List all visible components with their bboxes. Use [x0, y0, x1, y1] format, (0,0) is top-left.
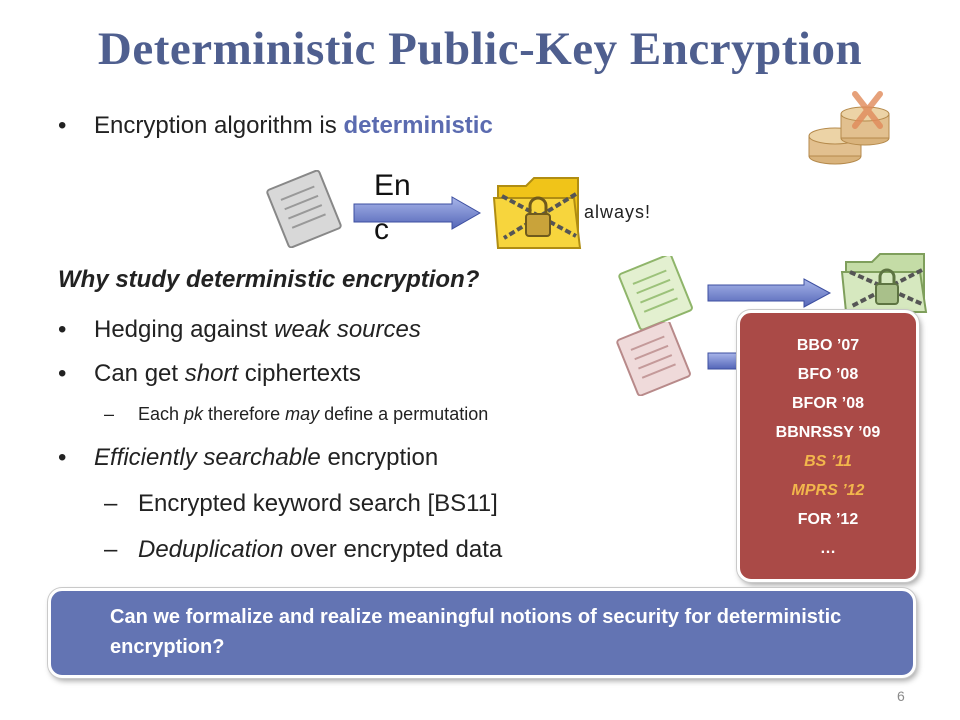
references-box: [737, 310, 919, 582]
reference-item: BS ’11: [804, 453, 852, 470]
reference-item: BBO ’07: [796, 337, 860, 354]
document-icon: [262, 170, 346, 248]
sub-deduplication: – Deduplication over encrypted data: [104, 536, 503, 563]
document-icon: [612, 322, 696, 396]
reference-item: BBNRSSY ’09: [775, 424, 881, 441]
bullet-searchable: • Efficiently searchable encryption: [58, 444, 439, 471]
sub-permutation: – Each pk therefore may define a permutation: [104, 404, 489, 424]
reference-item: …: [820, 540, 836, 557]
emph-text: short: [184, 360, 239, 387]
references-list: [740, 313, 916, 563]
reference-item: FOR ’12: [797, 511, 859, 528]
bullet-weak-sources: • Hedging against weak sources: [58, 316, 421, 343]
bullet-text: encryption: [320, 444, 439, 471]
emph-text: may: [285, 404, 320, 424]
locked-folder-icon: [492, 166, 584, 256]
bullet-text: ciphertexts: [238, 360, 361, 387]
arrow-icon: [706, 278, 832, 308]
highlight-deterministic: deterministic: [343, 112, 493, 139]
emph-text: Deduplication: [138, 536, 284, 563]
reference-item: BFOR ’08: [791, 395, 864, 412]
emph-text: Efficiently searchable: [94, 444, 321, 471]
bullet-deterministic: • Encryption algorithm is deterministic: [58, 112, 493, 139]
sub-text: therefore: [203, 404, 286, 424]
sub-text: Each: [138, 404, 185, 424]
bullet-text: Encryption algorithm is: [94, 112, 344, 139]
locked-folder-icon: [840, 246, 932, 316]
bullet-text: Hedging against: [94, 316, 275, 343]
sub-text: over encrypted data: [283, 536, 503, 563]
coins-no-icon: [800, 86, 900, 176]
question-text: Can we formalize and realize meaningful notions of security for deterministic encryption?: [110, 606, 842, 658]
slide-title: Deterministic Public-Key Encryption: [97, 23, 863, 75]
emph-text: pk: [184, 404, 204, 424]
why-heading: Why study deterministic encryption?: [58, 266, 480, 293]
bullet-short-ciphertexts: • Can get short ciphertexts: [58, 360, 361, 387]
enc-label: En c: [374, 169, 411, 246]
always-label: always!: [584, 202, 652, 222]
sub-text: define a permutation: [319, 404, 489, 424]
emph-text: weak sources: [274, 316, 421, 343]
sub-text: Encrypted keyword search [BS11]: [138, 490, 498, 517]
reference-item: BFO ’08: [797, 366, 859, 383]
reference-item: MPRS ’12: [791, 482, 865, 499]
slide-number: 6: [897, 688, 905, 704]
document-icon: [614, 256, 698, 330]
sub-keyword-search: – Encrypted keyword search [BS11]: [104, 490, 498, 517]
bullet-text: Can get: [94, 360, 185, 387]
